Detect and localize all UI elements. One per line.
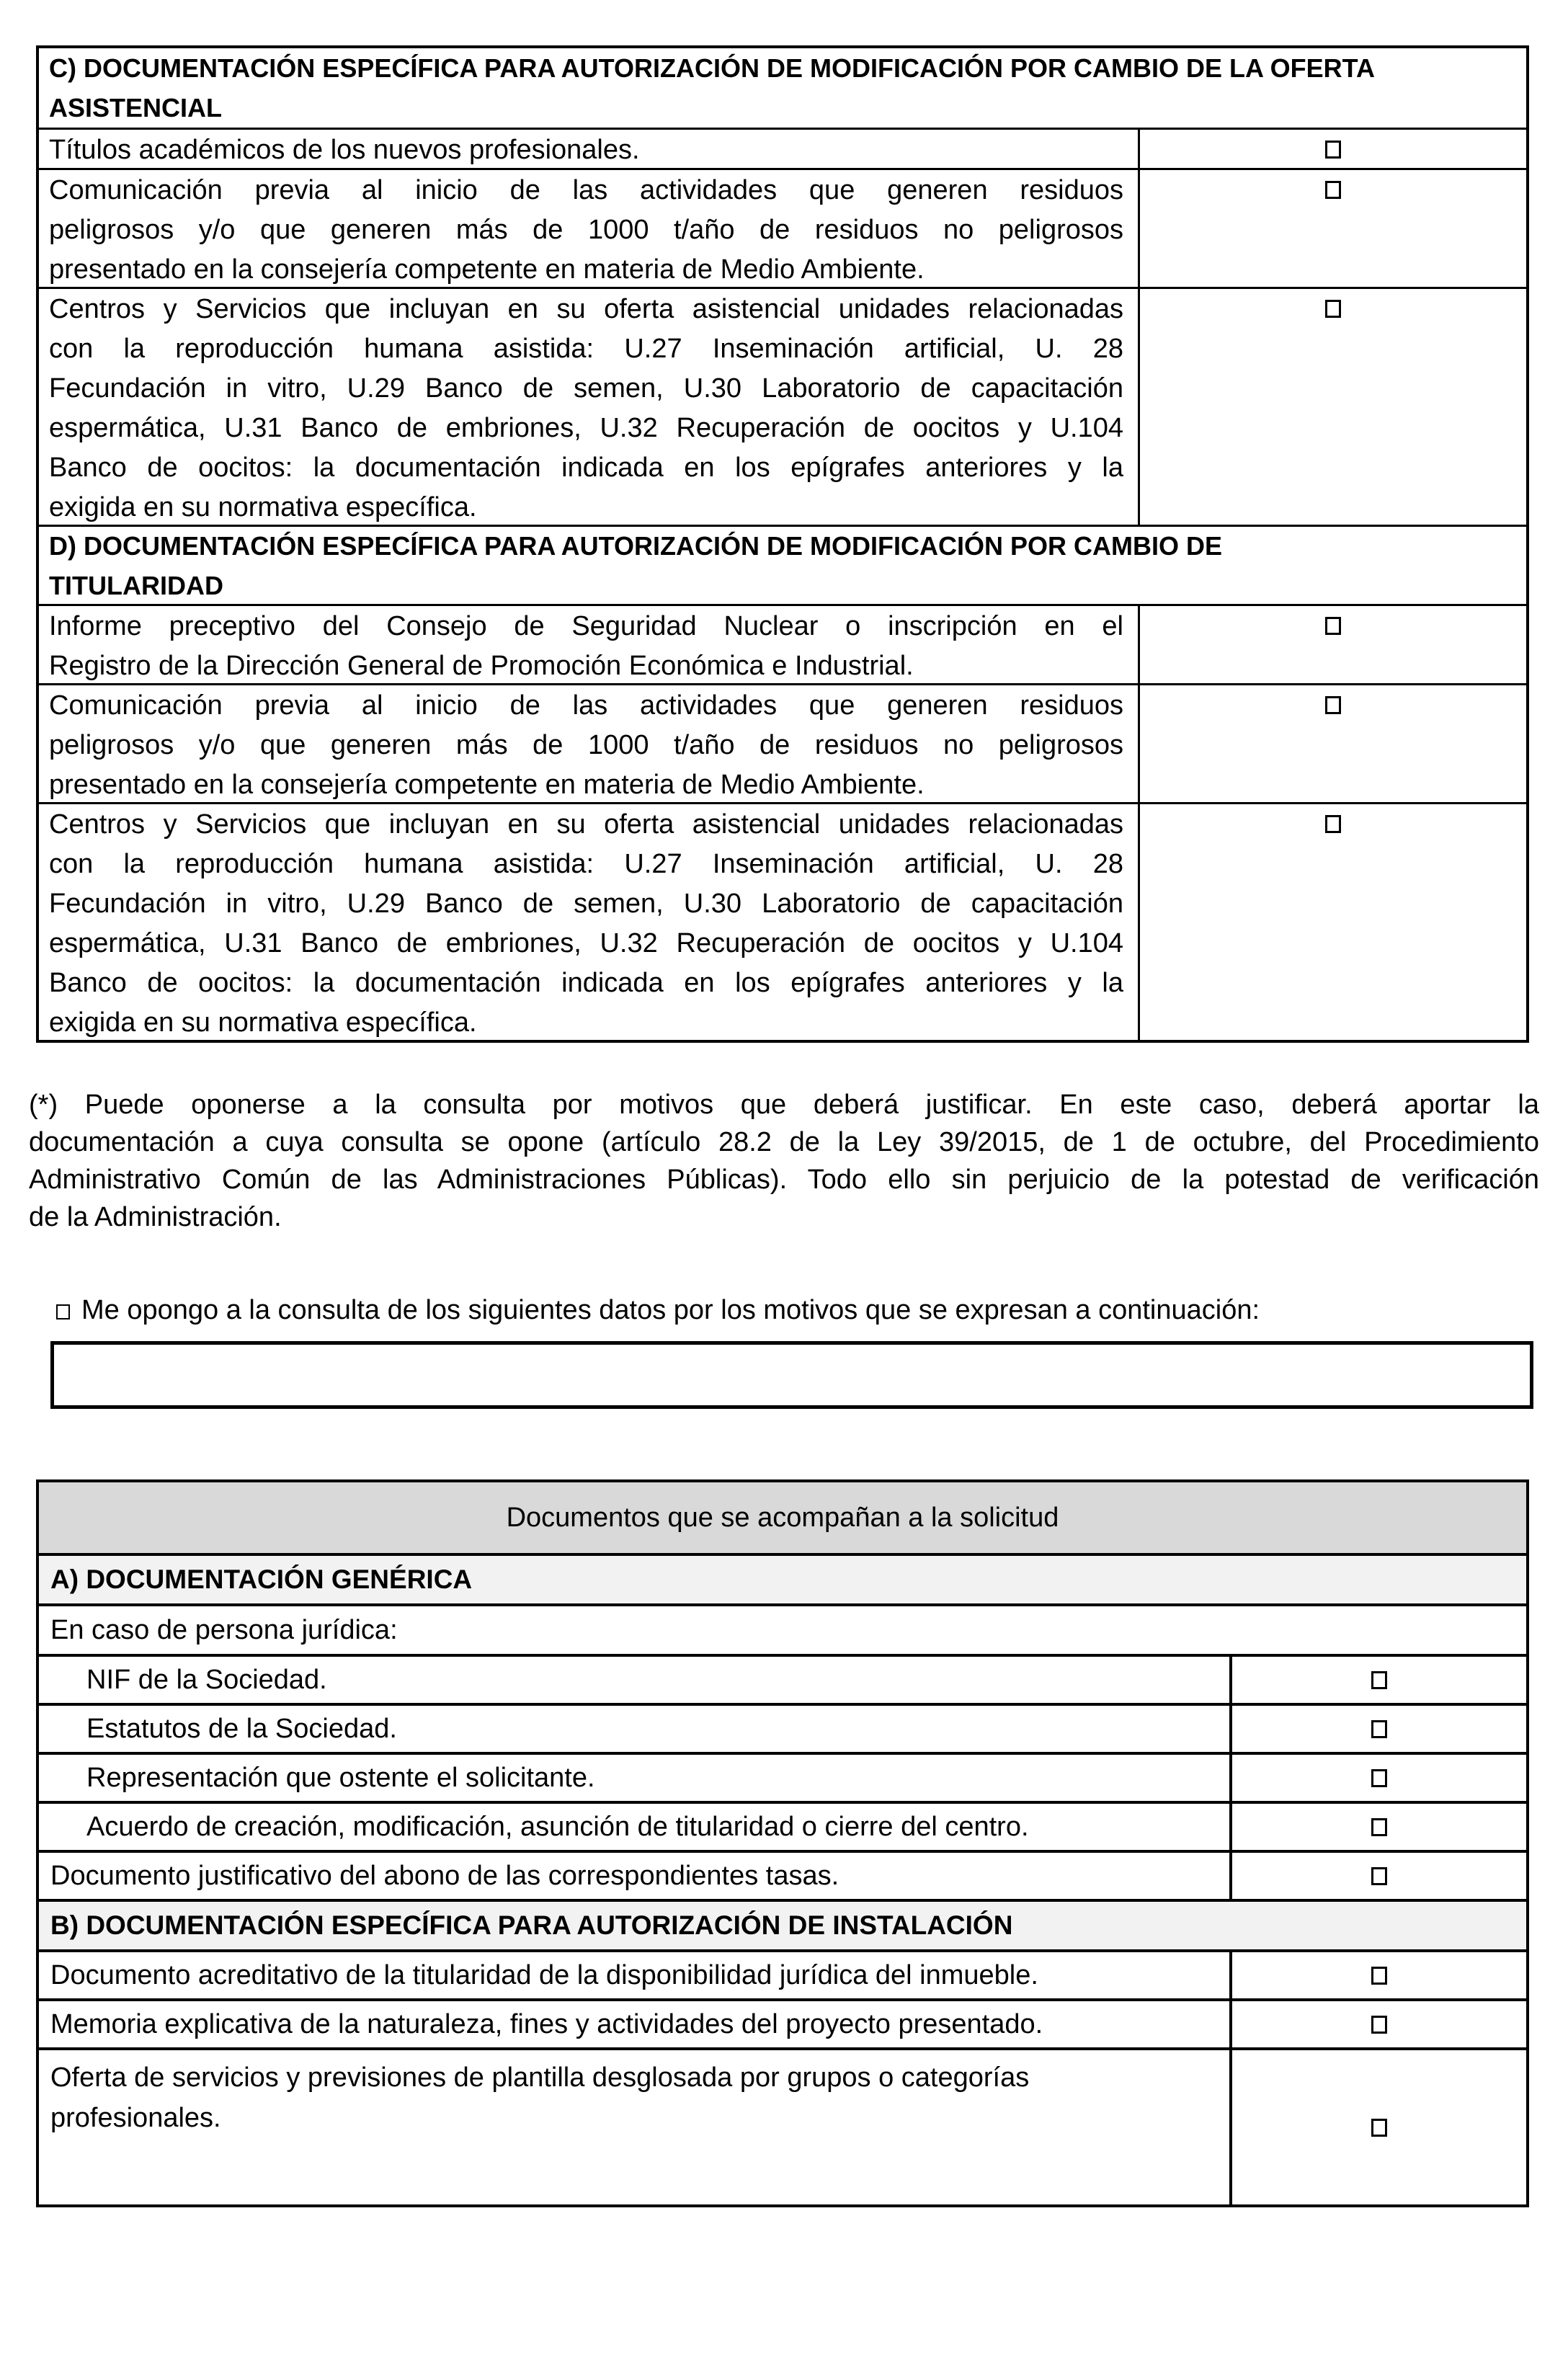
table-row xyxy=(39,802,1526,1040)
checkbox-icon[interactable] xyxy=(1371,1967,1387,1985)
text-line: Títulos académicos de los nuevos profesionales. xyxy=(49,135,640,165)
checkbox-icon[interactable] xyxy=(1325,181,1341,199)
text-line: presentado en la consejería competente en materia de Medio Ambiente. xyxy=(49,770,925,800)
table-row xyxy=(39,1850,1526,1899)
text-line: D) DOCUMENTACIÓN ESPECÍFICA PARA AUTORIZACIÓN DE MODIFICACIÓN POR CAMBIO DE xyxy=(49,530,1222,561)
text-line: Comunicación previa al inicio de las actividades que generen residuos xyxy=(49,175,1123,205)
text-line: con la reproducción humana asistida: U.27 Inseminación artificial, U. 28 xyxy=(49,849,1123,879)
table-row xyxy=(39,1703,1526,1752)
checkbox-cell xyxy=(1140,170,1526,287)
text-line: peligrosos y/o que generen más de 1000 t/año de residuos no peligrosos xyxy=(49,730,1123,760)
checkbox-icon[interactable] xyxy=(1371,1769,1387,1787)
table-row xyxy=(39,683,1526,802)
section-header-text xyxy=(39,527,1526,604)
checkbox-icon[interactable] xyxy=(1371,2119,1387,2137)
text-line: Registro de la Dirección General de Promoción Económica e Industrial. xyxy=(49,651,914,681)
text-line: con la reproducción humana asistida: U.27 Inseminación artificial, U. 28 xyxy=(49,334,1123,364)
checkbox-cell xyxy=(1140,289,1526,525)
requirement-text-cell xyxy=(39,130,1140,168)
table-section-header-row xyxy=(39,525,1526,604)
text-line: Fecundación in vitro, U.29 Banco de semen, U.30 Laboratorio de capacitación xyxy=(49,373,1123,404)
text-line: Informe preceptivo del Consejo de Seguridad Nuclear o inscripción en el xyxy=(49,611,1123,641)
text-line: Documento acreditativo de la titularidad de la disponibilidad jurídica del inmueble. xyxy=(50,1960,1038,1990)
oppose-row xyxy=(56,1292,1568,1328)
table-title-row xyxy=(39,1482,1526,1553)
table-row xyxy=(39,287,1526,525)
requirement-text-cell xyxy=(39,1853,1232,1899)
checkbox-cell xyxy=(1140,804,1526,1040)
requirement-text-cell xyxy=(39,1657,1232,1703)
table-row xyxy=(39,1949,1526,1998)
text-line: espermática, U.31 Banco de embriones, U.32 Recuperación de oocitos y U.104 xyxy=(49,928,1123,958)
oppose-label: Me opongo a la consulta de los siguientes datos por los motivos que se expresan a continuación: xyxy=(81,1295,1260,1325)
text-line: Centros y Servicios que incluyan en su oferta asistencial unidades relacionadas xyxy=(49,294,1123,324)
checkbox-icon[interactable] xyxy=(1325,696,1341,714)
text-line: profesionales. xyxy=(50,2103,221,2133)
table-row xyxy=(39,2047,1526,2204)
text-line: Representación que ostente el solicitante. xyxy=(86,1763,595,1793)
requirement-text-cell xyxy=(39,685,1140,802)
checkbox-cell xyxy=(1232,1755,1526,1801)
table-documentos-acompanan xyxy=(36,1479,1529,2207)
text-line: presentado en la consejería competente en materia de Medio Ambiente. xyxy=(49,254,925,285)
section-header-text xyxy=(39,1556,1526,1603)
table-row xyxy=(39,168,1526,287)
checkbox-icon[interactable] xyxy=(1325,815,1341,833)
text-line: Memoria explicativa de la naturaleza, fines y actividades del proyecto presentado. xyxy=(50,2009,1043,2039)
text-line: Estatutos de la Sociedad. xyxy=(86,1714,397,1744)
checkbox-icon[interactable] xyxy=(1325,141,1341,159)
text-line: Comunicación previa al inicio de las actividades que generen residuos xyxy=(49,690,1123,721)
checkbox-cell xyxy=(1140,685,1526,802)
text-line: Fecundación in vitro, U.29 Banco de semen, U.30 Laboratorio de capacitación xyxy=(49,889,1123,919)
requirement-text-cell xyxy=(39,804,1140,1040)
requirement-text-cell xyxy=(39,1952,1232,1998)
checkbox-cell xyxy=(1232,2001,1526,2047)
text-line: B) DOCUMENTACIÓN ESPECÍFICA PARA AUTORIZACIÓN DE INSTALACIÓN xyxy=(50,1910,1013,1940)
requirement-text-cell xyxy=(39,1804,1232,1850)
requirement-text-cell xyxy=(39,2050,1232,2204)
text-line: Acuerdo de creación, modificación, asunción de titularidad o cierre del centro. xyxy=(86,1812,1029,1842)
table-section-header-row xyxy=(39,1553,1526,1603)
text-line: A) DOCUMENTACIÓN GENÉRICA xyxy=(50,1565,473,1594)
checkbox-cell xyxy=(1232,1706,1526,1752)
oppose-checkbox-icon[interactable] xyxy=(56,1304,70,1320)
table-section-header-row xyxy=(39,48,1526,128)
text-line: Documento justificativo del abono de las correspondientes tasas. xyxy=(50,1861,839,1891)
requirement-text-cell xyxy=(39,606,1140,683)
table-row xyxy=(39,128,1526,168)
text-line: TITULARIDAD xyxy=(49,570,223,600)
text-line: exigida en su normativa específica. xyxy=(49,492,477,522)
table-section-header-row xyxy=(39,1899,1526,1949)
text-line: exigida en su normativa específica. xyxy=(49,1007,477,1038)
text-line: Banco de oocitos: la documentación indicada en los epígrafes anteriores y la xyxy=(49,968,1123,998)
text-line: espermática, U.31 Banco de embriones, U.32 Recuperación de oocitos y U.104 xyxy=(49,413,1123,443)
text-line: documentación a cuya consulta se opone (artículo 28.2 de la Ley 39/2015, de 1 de octubre, del Procedimiento xyxy=(29,1127,1539,1157)
table-row xyxy=(39,1998,1526,2047)
section-header-text xyxy=(39,1902,1526,1949)
table-documentacion-especifica xyxy=(36,45,1529,1043)
requirement-text-cell xyxy=(39,2001,1232,2047)
checkbox-icon[interactable] xyxy=(1325,617,1341,635)
text-line: peligrosos y/o que generen más de 1000 t/año de residuos no peligrosos xyxy=(49,215,1123,245)
checkbox-icon[interactable] xyxy=(1371,2016,1387,2034)
text-line: de la Administración. xyxy=(29,1202,282,1232)
table-row xyxy=(39,1801,1526,1850)
text-line: NIF de la Sociedad. xyxy=(86,1665,327,1695)
checkbox-cell xyxy=(1232,1804,1526,1850)
text-line: Centros y Servicios que incluyan en su oferta asistencial unidades relacionadas xyxy=(49,809,1123,840)
checkbox-cell xyxy=(1232,1853,1526,1899)
checkbox-cell xyxy=(1140,606,1526,683)
requirement-text-cell xyxy=(39,1755,1232,1801)
text-line: (*) Puede oponerse a la consulta por motivos que deberá justificar. En este caso, deberá aportar la xyxy=(29,1090,1539,1120)
footnote-paragraph xyxy=(29,1086,1539,1236)
text-line: C) DOCUMENTACIÓN ESPECÍFICA PARA AUTORIZACIÓN DE MODIFICACIÓN POR CAMBIO DE LA OFERTA xyxy=(49,53,1375,83)
objection-reasons-input-box[interactable] xyxy=(50,1341,1533,1409)
checkbox-icon[interactable] xyxy=(1371,1720,1387,1738)
checkbox-icon[interactable] xyxy=(1325,300,1341,318)
text-line: En caso de persona jurídica: xyxy=(50,1614,398,1645)
table-row xyxy=(39,1603,1526,1654)
table-row xyxy=(39,1752,1526,1801)
checkbox-cell xyxy=(1232,1657,1526,1703)
checkbox-icon[interactable] xyxy=(1371,1867,1387,1885)
checkbox-cell xyxy=(1232,2050,1526,2204)
table-row xyxy=(39,604,1526,683)
text-line: Banco de oocitos: la documentación indicada en los epígrafes anteriores y la xyxy=(49,453,1123,483)
requirement-text-cell xyxy=(39,170,1140,287)
requirement-text-cell xyxy=(39,289,1140,525)
text-line: Administrativo Común de las Administraciones Públicas). Todo ello sin perjuicio de la potestad de verificación xyxy=(29,1165,1539,1195)
checkbox-icon[interactable] xyxy=(1371,1818,1387,1836)
checkbox-cell xyxy=(1232,1952,1526,1998)
table-title: Documentos que se acompañan a la solicitud xyxy=(506,1502,1059,1533)
checkbox-cell xyxy=(1140,130,1526,168)
text-line: ASISTENCIAL xyxy=(49,93,223,123)
table-row xyxy=(39,1654,1526,1703)
requirement-text-cell xyxy=(39,1706,1232,1752)
section-header-text xyxy=(39,48,1526,128)
text-line: Oferta de servicios y previsiones de plantilla desglosada por grupos o categorías xyxy=(50,2062,1030,2093)
document-page xyxy=(0,45,1568,2363)
requirement-text-cell xyxy=(39,1606,1526,1654)
checkbox-icon[interactable] xyxy=(1371,1671,1387,1689)
